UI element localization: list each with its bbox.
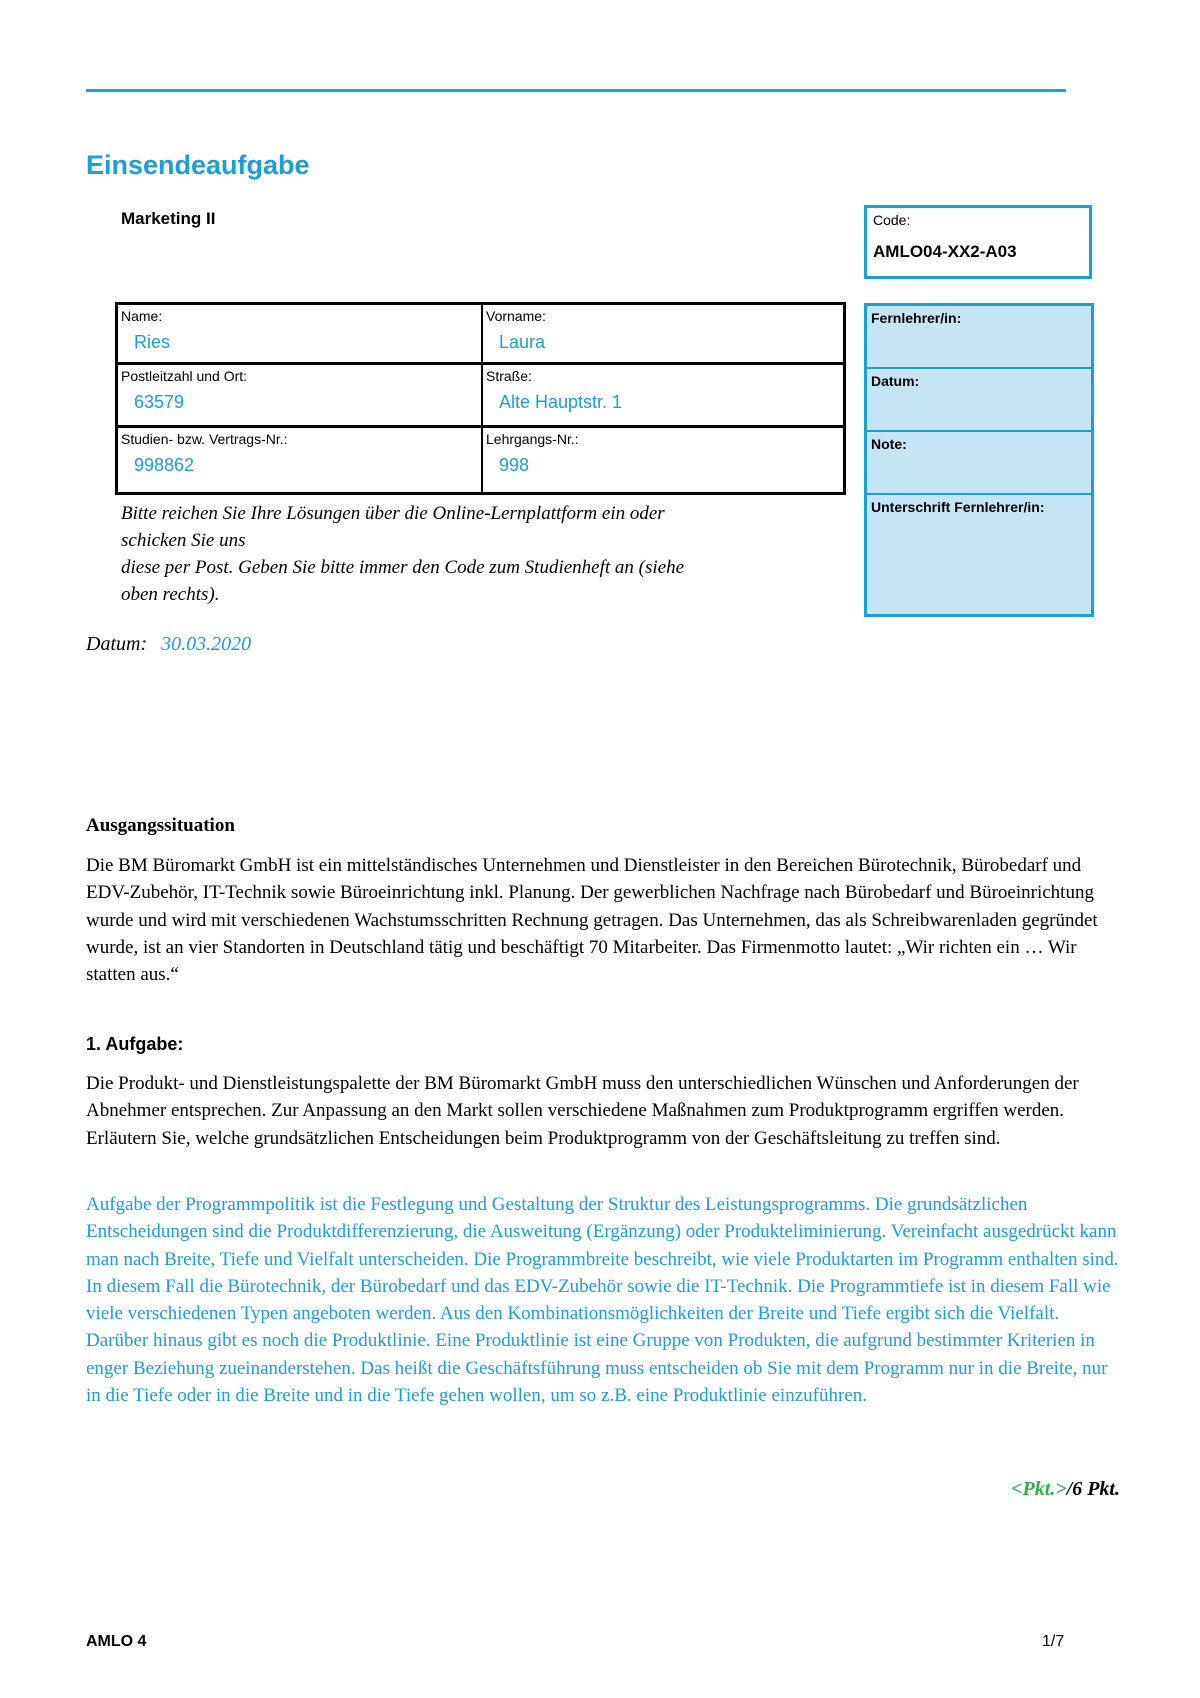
firstname-label: Vorname: [486,308,546,324]
grade-label: Note: [871,436,907,452]
page-title: Einsendeaufgabe [86,150,310,180]
date-line [86,633,251,656]
contract-cell [118,428,481,492]
street-value[interactable]: Alte Hauptstr. 1 [499,392,623,412]
zip-cell [118,365,481,425]
course-label: Lehrgangs-Nr.: [486,431,579,447]
signature-label: Unterschrift Fernlehrer/in: [871,499,1045,515]
submission-hint [121,500,841,608]
footer-page-number: 1/7 [1042,1633,1065,1650]
situation-text: Die BM Büromarkt GmbH ist ein mittelständisches Unternehmen und Dienstleister in den Bereichen Bürotechnik, Bürobedarf und EDV-Zubehör, IT-Technik sowie Büroeinrichtung inkl. Planung. Der gewerblichen Nachfrage nach Bürobedarf und Büroeinrichtung wurde und wird mit verschiedenen Wachstumsschritten Rechnung getragen. Das Unternehmen, das als Schreibwarenladen gegründet wurde, ist an vier Standorten in Deutschland tätig und beschäftigt 70 Mitarbeiter. Das Firmenmotto lautet: „Wir richten ein … Wir statten aus.“ [86,855,1098,986]
firstname-cell [483,305,843,362]
subject-title: Marketing II [121,209,216,228]
hint-line: schicken Sie uns [121,530,246,551]
task-answer[interactable]: Aufgabe der Programmpolitik ist die Festlegung und Gestaltung der Struktur des Leistungsprogramms. Die grundsätzlichen Entscheidungen sind die Produktdifferenzierung, die Ausweitung (Ergänzung) oder Produkteliminierung. Vereinfacht ausgedrückt kann man nach Breite, Tiefe und Vielfalt unterscheiden. Die Programmbreite beschreibt, wie viele Produktarten im Programm enthalten sind. In diesem Fall die Bürotechnik, der Bürobedarf und das EDV-Zubehör sowie die IT-Technik. Die Programmtiefe ist in diesem Fall wie viele verschiedenen Typen angeboten werden. Aus den Kombinationsmöglichkeiten der Breite und Tiefe ergibt sich die Vielfalt. Darüber hinaus gibt es noch die Produktlinie. Eine Produktlinie ist eine Gruppe von Produkten, die aufgrund bestimmter Kriterien in enger Beziehung zueinanderstehen. Das heißt die Geschäftsführung muss entscheiden ob Sie mit dem Programm nur in die Breite, nur in die Tiefe oder in die Breite und in die Tiefe gehen wollen, um so z.B. eine Produktlinie einzuführen. [86,1194,1119,1407]
points-total: /6 Pkt. [1066,1478,1120,1500]
teacher-box [864,303,1094,617]
street-cell [483,365,843,425]
code-label: Code: [873,212,911,228]
code-value: AMLO04-XX2-A03 [873,242,1017,261]
teacher-label: Fernlehrer/in: [871,310,962,326]
teacher-date-row [867,369,1091,432]
name-cell [118,305,481,362]
date-value[interactable]: 30.03.2020 [161,633,252,655]
points-earned: <Pkt.> [1011,1478,1067,1500]
grade-row [867,432,1091,495]
firstname-value[interactable]: Laura [499,332,546,352]
signature-row [867,495,1091,614]
header-rule [86,89,1066,92]
teacher-date-label: Datum: [871,373,920,389]
task-heading: 1. Aufgabe: [86,1034,184,1054]
teacher-row [867,306,1091,369]
code-box [864,205,1092,279]
zip-label: Postleitzahl und Ort: [121,368,248,384]
footer-course: AMLO 4 [86,1633,147,1650]
name-label: Name: [121,308,163,324]
situation-heading: Ausgangssituation [86,815,235,836]
date-label: Datum: [86,633,148,655]
street-label: Straße: [486,368,532,384]
points [1011,1478,1120,1501]
course-cell [483,428,843,492]
hint-line: Bitte reichen Sie Ihre Lösungen über die Online-Lernplattform ein oder [121,503,665,524]
hint-line: oben rechts). [121,584,220,605]
course-value[interactable]: 998 [499,455,530,475]
zip-value[interactable]: 63579 [134,392,185,412]
task-question: Die Produkt- und Dienstleistungspalette der BM Büromarkt GmbH muss den unterschiedlichen Wünschen und Anforderungen der Abnehmer entsprechen. Zur Anpassung an den Markt sollen verschiedene Maßnahmen zum Produktprogramm ergriffen werden. Erläutern Sie, welche grundsätzlichen Entscheidungen beim Produktprogramm von der Geschäftsleitung zu treffen sind. [86,1073,1079,1149]
contract-value[interactable]: 998862 [134,455,195,475]
contract-label: Studien- bzw. Vertrags-Nr.: [121,431,288,447]
hint-line: diese per Post. Geben Sie bitte immer den Code zum Studienheft an (siehe [121,557,685,578]
name-value[interactable]: Ries [134,332,171,352]
student-info-table [115,302,846,495]
